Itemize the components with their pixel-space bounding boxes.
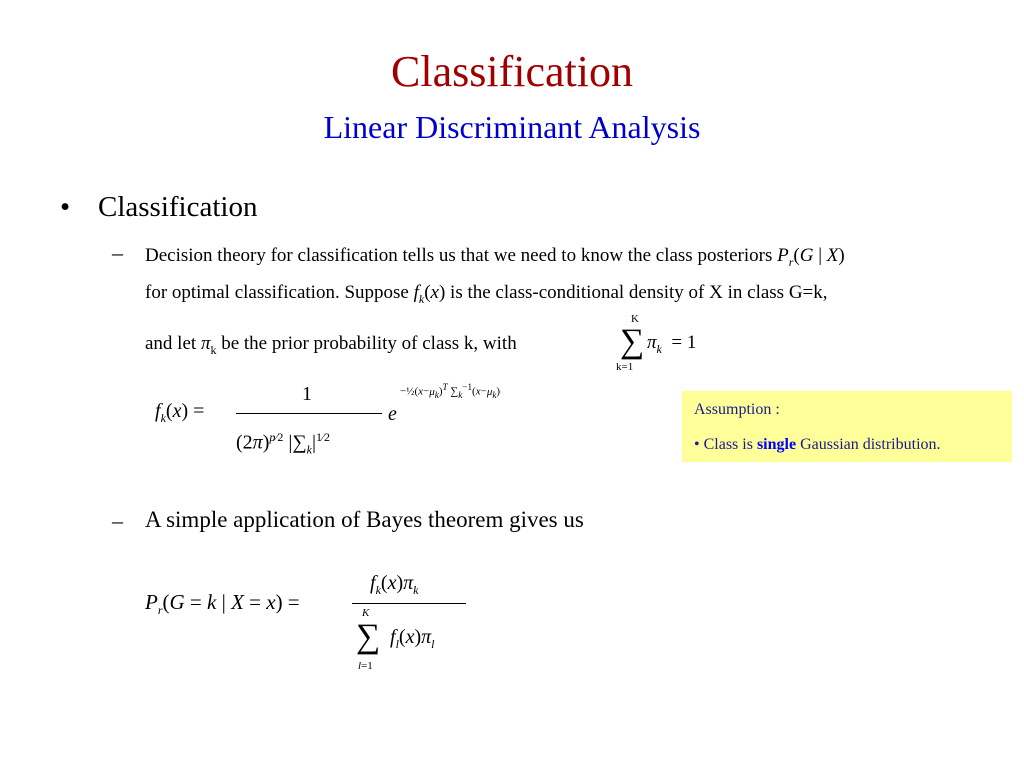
para1-text-e: be the prior probability of class k, with: [221, 333, 517, 354]
bayes-fraction-bar: [352, 603, 466, 604]
bullet-main-label: Classification: [98, 191, 258, 223]
assumption-prefix: • Class is: [694, 436, 757, 453]
bayes-denominator: $f_l(x)\pi_l$: [390, 626, 435, 651]
density-denominator: $(2\pi)^{p⁄2}$ $|\sum_k|^{1⁄2}$: [236, 430, 331, 457]
bayes-numerator: $f_k(x)\pi_k$: [370, 572, 419, 597]
bayes-sum-symbol: ∑: [356, 618, 381, 655]
sum-lower-limit: k=1: [616, 361, 634, 373]
bayes-sum-lower: l=1: [358, 660, 373, 672]
para1-text-c: is the class-conditional density of X in class G=k,: [450, 282, 828, 303]
assumption-highlight: single: [756, 436, 797, 453]
sum-symbol: ∑: [620, 323, 645, 360]
bullet-main: [60, 188, 257, 226]
para1-text-a: Decision theory for classification tells us that we need to know the class posteriors: [145, 245, 773, 266]
para2-text: A simple application of Bayes theorem gives us: [145, 507, 584, 532]
posterior-formula: $P_r(G$ | X): [777, 245, 845, 269]
pi-k-symbol: $\pi_k$: [200, 333, 217, 357]
slide-title: Classification: [391, 47, 633, 96]
para1-line3: [145, 332, 517, 362]
assumption-box: [682, 391, 1012, 462]
sum-pi-equals-one: $\pi_k = 1$: [647, 332, 697, 356]
para1-text-b: for optimal classification. Suppose: [145, 282, 409, 303]
bullet-marker: •: [60, 191, 71, 223]
para1-text-d: and let: [145, 333, 197, 354]
assumption-suffix: Gaussian distribution.: [796, 436, 941, 453]
bayes-lhs: $P_r(G = k$ | X = x) =: [145, 590, 300, 618]
density-lhs: $f_k(x)$ =: [155, 400, 205, 425]
assumption-line: [694, 436, 941, 454]
assumption-heading: Assumption :: [694, 401, 780, 418]
sum-upper-limit: K: [631, 313, 639, 325]
fk-formula: $f_k(x)$: [413, 282, 446, 306]
density-fraction-bar: [236, 413, 382, 414]
density-numerator: 1: [302, 383, 312, 405]
sub-bullet-marker-1: –: [112, 240, 123, 265]
bayes-sum-upper: K: [362, 607, 370, 619]
slide-subtitle: Linear Discriminant Analysis: [323, 109, 701, 145]
density-exp-base: e: [388, 403, 397, 425]
para1-line1: [145, 244, 845, 274]
density-exponent: $-\frac{1}{2}(x-\mu_k)^T$ $\sum_k^{-1}(x-\mu_k)$: [400, 382, 501, 400]
sub-bullet-marker-2: –: [112, 508, 123, 533]
para1-line2: [145, 281, 828, 311]
